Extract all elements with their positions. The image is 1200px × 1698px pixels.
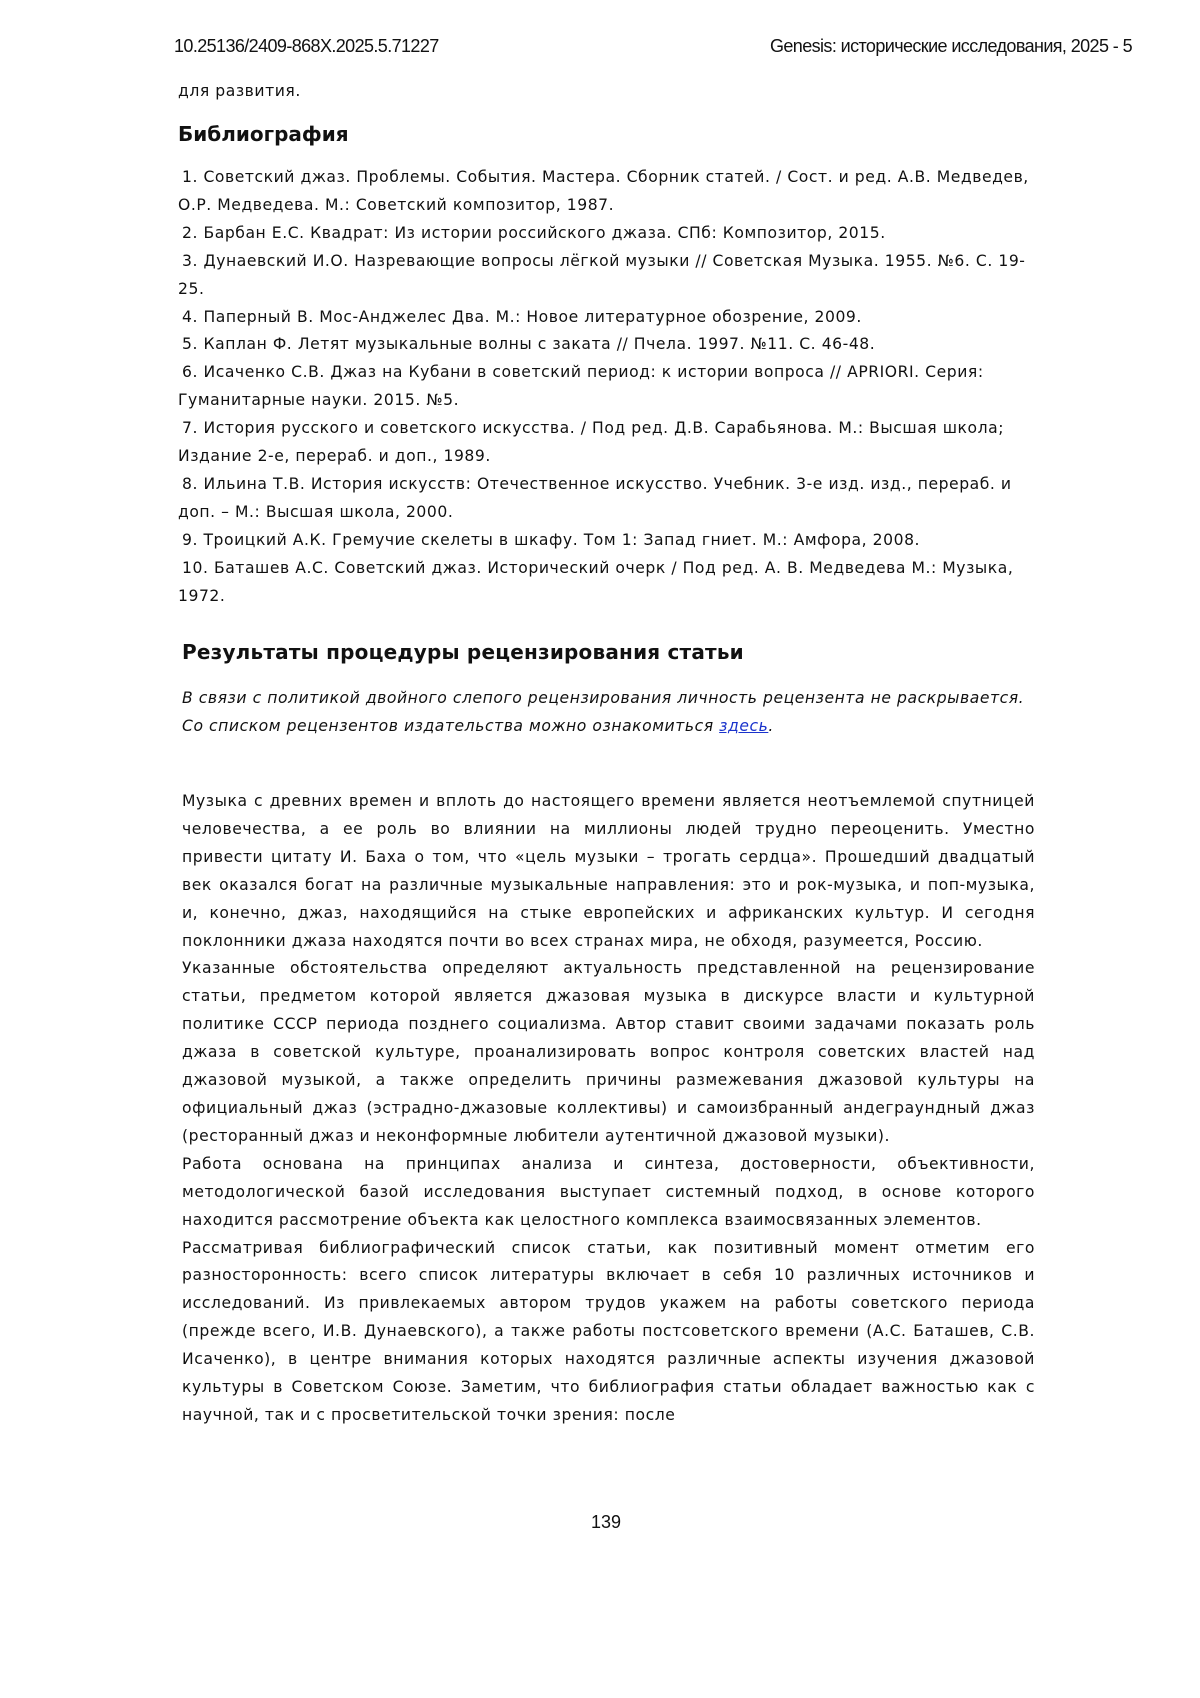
bibliography-item: 7. История русского и советского искусства. / Под ред. Д.В. Сарабьянова. М.: Высшая школа; Издание 2-е, перераб. и доп., 1989. [178, 419, 1005, 466]
review-note-anonymity: В связи с политикой двойного слепого рецензирования личность рецензента не раскрывается. [182, 689, 1025, 707]
bibliography-title: Библиография [178, 122, 349, 146]
bibliography-item: 5. Каплан Ф. Летят музыкальные волны с заката // Пчела. 1997. №11. С. 46-48. [182, 335, 876, 354]
bibliography-item: 10. Баташев А.С. Советский джаз. Исторический очерк / Под ред. А. В. Медведева М.: Музыка, 1972. [178, 558, 1014, 605]
review-paragraph: Работа основана на принципах анализа и синтеза, достоверности, объективности, методологической базой исследования выступает системный подход, в основе которого находится рассмотрение объекта как целостного комплекса взаимосвязанных элементов. [182, 1154, 1035, 1229]
doi-header: 10.25136/2409-868X.2025.5.71227 [174, 36, 439, 56]
bibliography-item: 3. Дунаевский И.О. Назревающие вопросы лёгкой музыки // Советская Музыка. 1955. №6. С. 19-25. [178, 251, 1026, 298]
bibliography-item: 6. Исаченко С.В. Джаз на Кубани в советский период: к истории вопроса // APRIORI. Серия: Гуманитарные науки. 2015. №5. [178, 363, 984, 410]
review-paragraph: Музыка с древних времен и вплоть до настоящего времени является неотъемлемой спутницей человечества, а ее роль во влиянии на миллионы людей трудно переоценить. Уместно привести цитату И. Баха о том, что «цель музыки – трогать сердца». Прошедший двадцатый век оказался богат на различные музыкальные направления: это и рок-музыка, и поп-музыка, и, конечно, джаз, находящийся на стыке европейских и африканских культур. И сегодня поклонники джаза находятся почти во всех странах мира, не обходя, разумеется, Россию. [182, 792, 1035, 950]
review-title: Результаты процедуры рецензирования статьи [182, 640, 744, 664]
lead-text: для развития. [178, 82, 301, 100]
bibliography-list [178, 164, 1036, 611]
review-body [182, 788, 1035, 1430]
review-paragraph: Рассматривая библиографический список статьи, как позитивный момент отметим его разносторонность: всего список литературы включает в себя 10 различных источников и исследований. Из привлекаемых автором трудов укажем на работы советского периода (прежде всего, И.В. Дунаевского), а также работы постсоветского времени (А.С. Баташев, С.В. Исаченко), в центре внимания которых находятся различные аспекты изучения джазовой культуры в Советском Союзе. Заметим, что библиография статьи обладает важностью как с научной, так и с просветительской точки зрения: после [182, 1238, 1035, 1424]
bibliography-item: 4. Паперный В. Мос-Анджелес Два. М.: Новое литературное обозрение, 2009. [182, 307, 862, 326]
review-note-prefix: Со списком рецензентов издательства можно ознакомиться [182, 716, 720, 735]
review-note-suffix: . [768, 716, 774, 735]
review-note-reviewers [182, 713, 1035, 741]
bibliography-item: 1. Советский джаз. Проблемы. События. Мастера. Сборник статей. / Сост. и ред. А.В. Медведев, О.Р. Медведева. М.: Советский композитор, 1987. [178, 168, 1029, 214]
bibliography-item: 9. Троицкий А.К. Гремучие скелеты в шкафу. Том 1: Запад гниет. М.: Амфора, 2008. [182, 530, 921, 549]
bibliography-item: 8. Ильина Т.В. История искусств: Отечественное искусство. Учебник. 3-е изд. изд., перераб. и доп. – М.: Высшая школа, 2000. [178, 474, 1012, 521]
reviewers-link[interactable]: здесь [719, 716, 769, 735]
review-note [182, 685, 1035, 741]
journal-header: Genesis: исторические исследования, 2025 - 5 [770, 36, 1132, 56]
bibliography-item: 2. Барбан Е.С. Квадрат: Из истории российского джаза. СПб: Композитор, 2015. [182, 223, 886, 242]
review-paragraph: Указанные обстоятельства определяют актуальность представленной на рецензирование статьи, предметом которой является джазовая музыка в дискурсе власти и культурной политике СССР периода позднего социализма. Автор ставит своими задачами показать роль джаза в советской культуре, проанализировать вопрос контроля советских властей над джазовой музыкой, а также определить причины размежевания джазовой культуры на официальный джаз (эстрадно-джазовые коллективы) и самоизбранный андеграундный джаз (ресторанный джаз и неконформные любители аутентичной джазовой музыки). [182, 959, 1035, 1145]
page-number: 139 [590, 1512, 622, 1532]
